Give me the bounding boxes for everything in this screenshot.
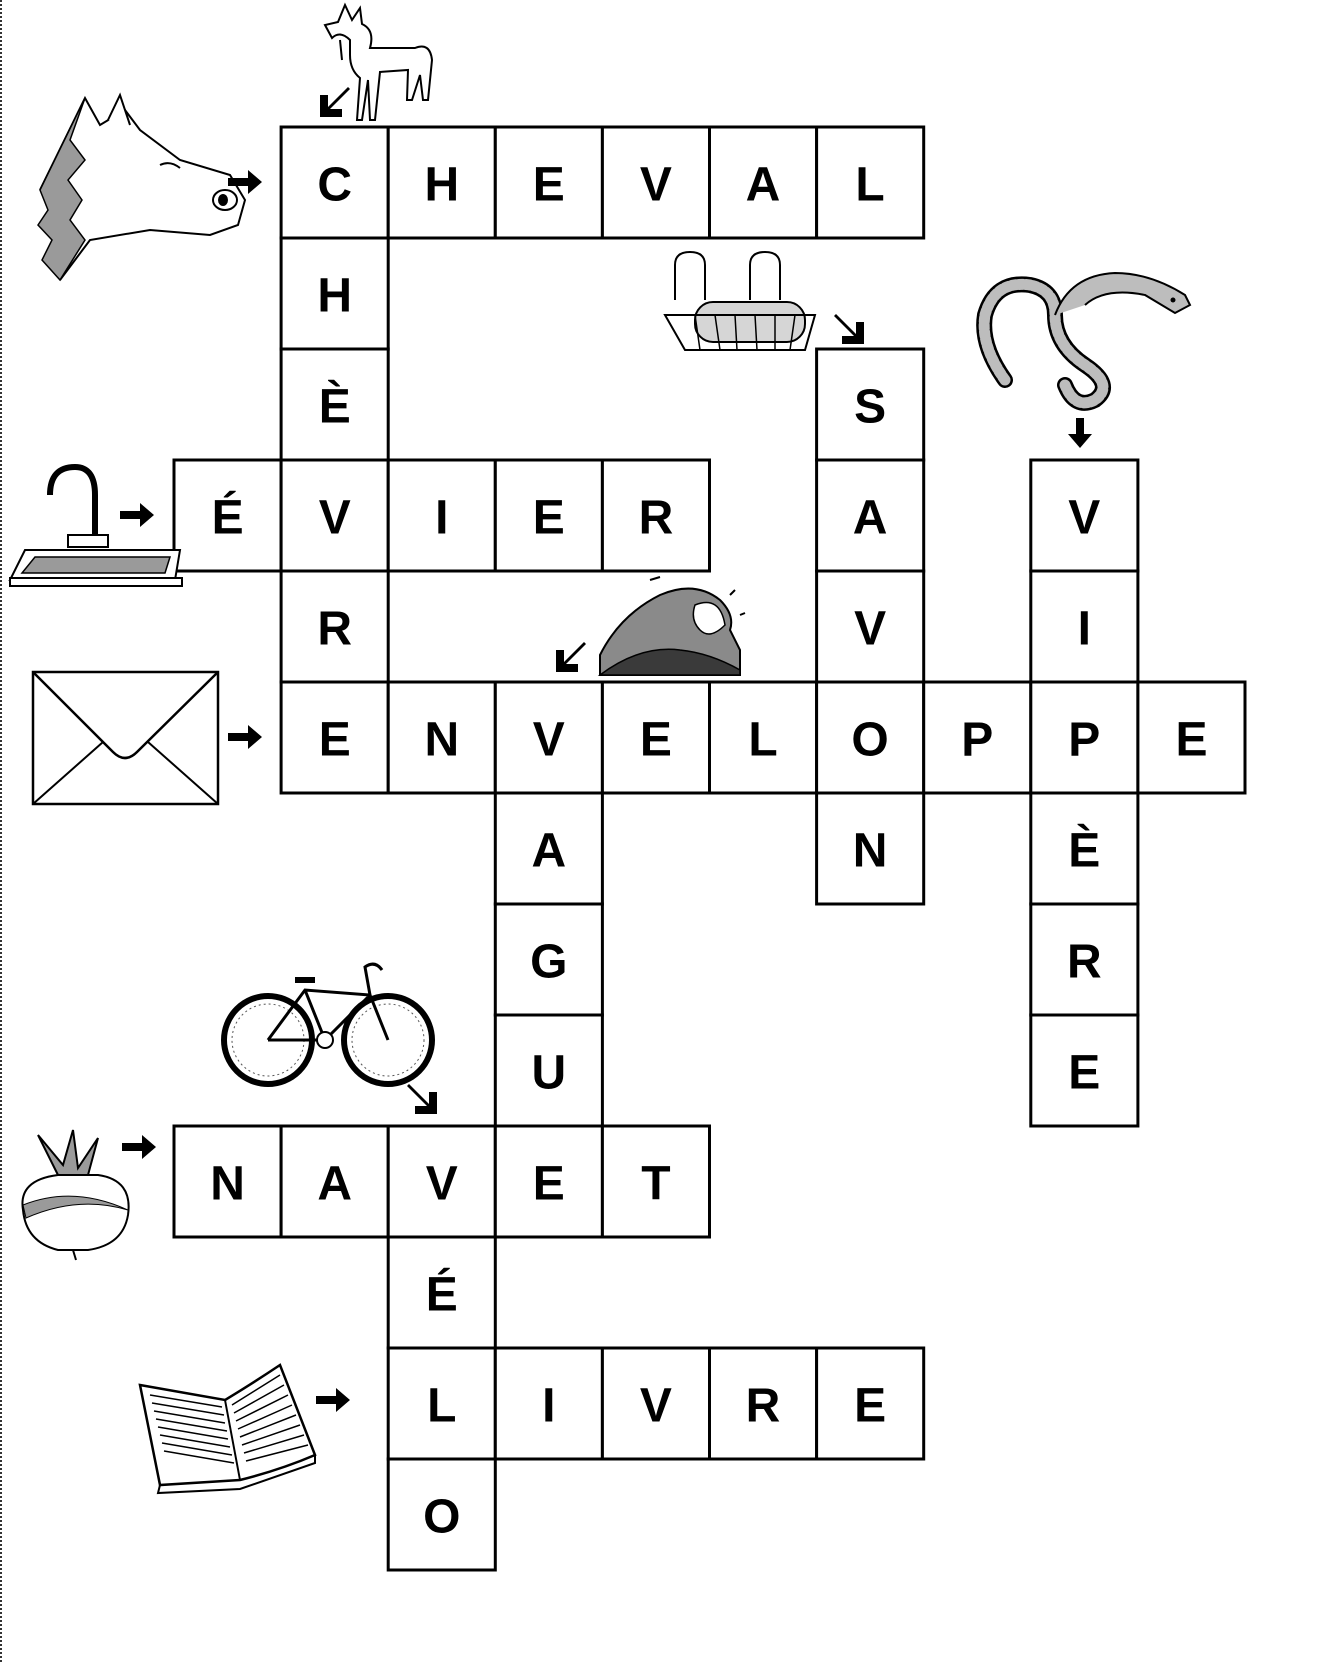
grid-cell[interactable] [602, 1126, 709, 1237]
cell-letter: O [851, 713, 889, 767]
cell-letter: N [210, 1157, 245, 1211]
grid-cell[interactable] [174, 460, 281, 571]
cell-letter: V [639, 158, 672, 212]
cell-letter: N [852, 824, 888, 878]
cell-letter: È [318, 380, 351, 434]
arrow-right-icon [120, 503, 154, 527]
grid-cell[interactable] [1031, 793, 1138, 904]
grid-cell[interactable] [495, 1015, 602, 1126]
grid-cell[interactable] [710, 127, 817, 238]
cell-letter: L [427, 1379, 457, 1433]
grid-cell[interactable] [495, 1348, 602, 1459]
grid-cell[interactable] [1138, 682, 1245, 793]
grid-cell[interactable] [710, 682, 817, 793]
cell-letter: L [748, 713, 778, 767]
envelope-icon [33, 672, 218, 804]
grid-cell[interactable] [817, 127, 924, 238]
cell-letter: H [317, 269, 353, 323]
cell-letter: T [641, 1157, 671, 1211]
cell-letter: L [855, 158, 885, 212]
grid-cell[interactable] [281, 460, 388, 571]
grid-cell[interactable] [281, 127, 388, 238]
grid-cell[interactable] [1031, 682, 1138, 793]
grid-cell[interactable] [495, 682, 602, 793]
grid-cell[interactable] [281, 1126, 388, 1237]
arrow-down-left-icon [556, 642, 586, 672]
dotted-margin-line [0, 0, 4, 1662]
grid-cell[interactable] [602, 682, 709, 793]
grid-cell[interactable] [281, 349, 388, 460]
horse-icon [38, 95, 245, 280]
grid-cell[interactable] [602, 127, 709, 238]
goat-icon [325, 5, 432, 120]
book-icon [140, 1365, 315, 1493]
grid-cell[interactable] [495, 127, 602, 238]
grid-cell[interactable] [388, 1237, 495, 1348]
cell-letter: A [317, 1157, 353, 1211]
grid-cell[interactable] [495, 460, 602, 571]
cell-letter: É [211, 491, 244, 545]
grid-cell[interactable] [817, 682, 924, 793]
arrow-right-icon [316, 1388, 350, 1412]
grid-cell[interactable] [817, 349, 924, 460]
turnip-icon [22, 1130, 128, 1260]
grid-cell[interactable] [388, 460, 495, 571]
cell-letter: G [530, 935, 568, 989]
grid-cell[interactable] [281, 682, 388, 793]
cell-letter: V [854, 602, 887, 656]
cell-letter: V [639, 1379, 672, 1433]
grid-cell[interactable] [1031, 571, 1138, 682]
cell-letter: E [639, 713, 672, 767]
grid-cell[interactable] [281, 571, 388, 682]
cell-letter: A [745, 158, 781, 212]
grid-cell[interactable] [1031, 1015, 1138, 1126]
grid-cell[interactable] [495, 904, 602, 1015]
grid-cell[interactable] [817, 460, 924, 571]
grid-cell[interactable] [281, 238, 388, 349]
arrow-down-right-icon [834, 314, 864, 344]
grid-cell[interactable] [602, 1348, 709, 1459]
cell-letter: E [532, 158, 565, 212]
cell-letter: V [318, 491, 351, 545]
cell-letter: V [425, 1157, 458, 1211]
cell-letter: N [424, 713, 460, 767]
grid-cell[interactable] [924, 682, 1031, 793]
grid-cell[interactable] [1031, 904, 1138, 1015]
cell-letter: E [532, 491, 565, 545]
cell-letter: R [745, 1379, 781, 1433]
cell-letter: V [1068, 491, 1101, 545]
grid-cell[interactable] [602, 460, 709, 571]
cell-letter: H [424, 158, 460, 212]
wave-icon [600, 577, 745, 675]
cell-letter: É [425, 1268, 458, 1322]
sink-icon [10, 467, 182, 586]
grid-cell[interactable] [388, 1459, 495, 1570]
grid-cell[interactable] [388, 127, 495, 238]
cell-letter: I [542, 1379, 556, 1433]
grid-cell[interactable] [817, 571, 924, 682]
cell-letter: E [1175, 713, 1208, 767]
cell-letter: A [852, 491, 888, 545]
cell-letter: S [854, 380, 887, 434]
crossword-grid [174, 127, 1245, 1570]
grid-cell[interactable] [388, 1126, 495, 1237]
cell-letter: E [1068, 1046, 1101, 1100]
grid-cell[interactable] [495, 1126, 602, 1237]
cell-letter: A [531, 824, 567, 878]
cell-letter: R [638, 491, 674, 545]
grid-cell[interactable] [495, 793, 602, 904]
cell-letter: I [1077, 602, 1091, 656]
arrow-right-icon [228, 725, 262, 749]
arrow-right-icon [122, 1135, 156, 1159]
soap-icon [665, 252, 815, 350]
cell-letter: E [532, 1157, 565, 1211]
cell-letter: R [1066, 935, 1102, 989]
grid-cell[interactable] [710, 1348, 817, 1459]
cell-letter: V [532, 713, 565, 767]
cell-letter: C [317, 158, 353, 212]
cell-letter: O [423, 1490, 461, 1544]
cell-letter: I [435, 491, 449, 545]
grid-cell[interactable] [174, 1126, 281, 1237]
arrow-down-right-icon [407, 1084, 437, 1114]
grid-cell[interactable] [1031, 460, 1138, 571]
cell-letter: U [531, 1046, 567, 1100]
grid-cell[interactable] [817, 1348, 924, 1459]
grid-cell[interactable] [388, 1348, 495, 1459]
bicycle-icon [224, 964, 432, 1084]
cell-letter: È [1068, 824, 1101, 878]
cell-letter: P [961, 713, 994, 767]
arrow-down-left-icon [320, 87, 350, 117]
cell-letter: E [318, 713, 351, 767]
cell-letter: E [854, 1379, 887, 1433]
snake-icon [984, 273, 1190, 403]
grid-cell[interactable] [388, 682, 495, 793]
arrow-down-icon [1068, 418, 1092, 448]
grid-cell[interactable] [817, 793, 924, 904]
cell-letter: P [1068, 713, 1101, 767]
cell-letter: R [317, 602, 353, 656]
